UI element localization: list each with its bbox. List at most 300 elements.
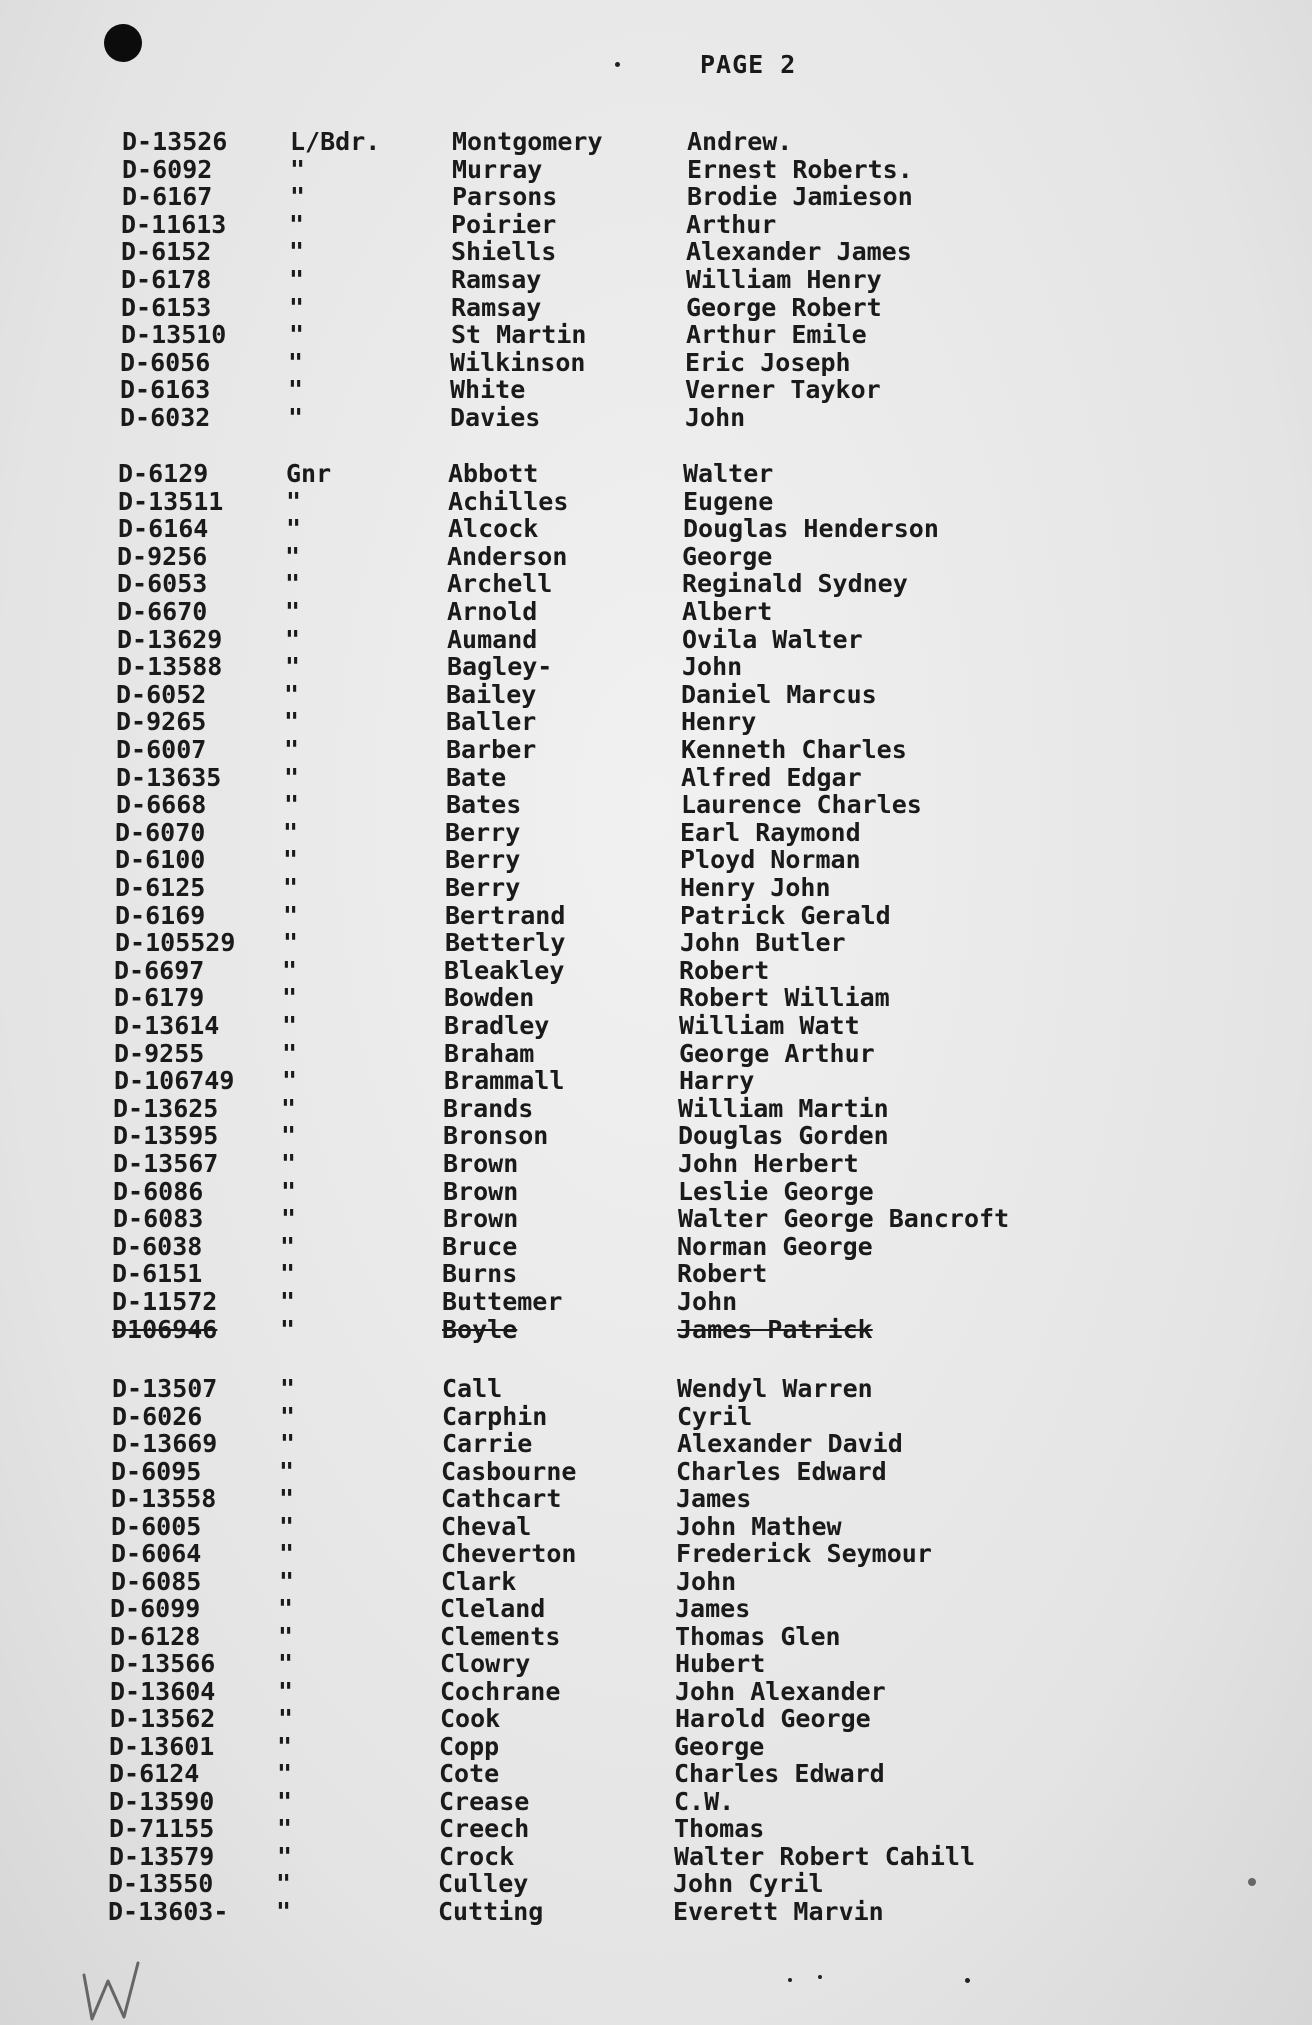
rank-field: " (280, 1287, 296, 1316)
roster-row (112, 1233, 1312, 1260)
roster-row (118, 488, 1312, 515)
service-number: D-13579 (109, 1841, 215, 1871)
surname-field: Casbourne (441, 1456, 577, 1486)
service-number: D-6007 (116, 735, 207, 764)
roster-row (116, 708, 1312, 735)
service-number: D-13507 (112, 1374, 218, 1403)
rank-field: " (290, 182, 306, 212)
given-names-field: George (674, 1731, 765, 1761)
roster-row (117, 543, 1312, 570)
surname-field: Call (442, 1374, 503, 1403)
service-number: D-13625 (113, 1093, 219, 1123)
roster-row (109, 1733, 1309, 1760)
roster-row (120, 349, 1312, 376)
handwritten-mark (78, 1945, 158, 2025)
service-number: D-13635 (116, 762, 222, 792)
rank-field: " (282, 955, 298, 985)
given-names-field: John Herbert (678, 1149, 859, 1178)
given-names-field: John (682, 652, 743, 682)
given-names-field: Eugene (683, 486, 774, 516)
rank-field: " (281, 1176, 297, 1206)
roster-row (110, 1595, 1310, 1622)
given-names-field: Earl Raymond (680, 817, 861, 847)
surname-field: Brown (443, 1149, 519, 1178)
surname-field: Brammall (444, 1066, 565, 1096)
surname-field: Alcock (448, 514, 539, 544)
rank-field: " (283, 817, 299, 847)
roster-row (108, 1898, 1308, 1925)
given-names-field: C.W. (674, 1786, 735, 1816)
service-number: D-6100 (115, 845, 206, 875)
service-number: D-6085 (111, 1566, 202, 1596)
given-names-field: George Robert (686, 292, 882, 322)
rank-field: " (279, 1484, 295, 1513)
given-names-field: Harold George (675, 1704, 871, 1733)
given-names-field: Eric Joseph (685, 347, 851, 377)
roster-row (113, 1150, 1312, 1177)
surname-field: Brown (443, 1176, 519, 1206)
given-names-field: Walter George Bancroft (678, 1204, 1010, 1234)
surname-field: Archell (447, 569, 553, 599)
surname-field: Parsons (452, 182, 558, 212)
given-names-field: Charles Edward (676, 1456, 887, 1486)
given-names-field: Everett Marvin (673, 1896, 884, 1926)
surname-field: Culley (438, 1869, 529, 1898)
surname-field: Creech (439, 1814, 530, 1843)
roster-row (121, 294, 1312, 321)
roster-row (108, 1870, 1308, 1897)
rank-field: " (288, 375, 304, 405)
rank-field: " (289, 265, 305, 294)
rank-field: " (277, 1759, 293, 1788)
rank-field: " (278, 1594, 294, 1623)
service-number: D-106749 (114, 1066, 235, 1096)
roster-row (115, 929, 1312, 956)
rank-field: " (283, 928, 299, 958)
roster-row (111, 1458, 1311, 1485)
given-names-field: Douglas Henderson (683, 514, 939, 544)
roster-row (115, 846, 1312, 873)
surname-field: Cleland (440, 1594, 546, 1623)
surname-field: Carrie (442, 1429, 533, 1458)
service-number: D-6052 (116, 679, 207, 709)
roster-row (113, 1178, 1312, 1205)
surname-field: Bertrand (445, 900, 566, 930)
rank-field: " (277, 1841, 293, 1871)
roster-row (113, 1205, 1312, 1232)
service-number: D-6128 (110, 1621, 201, 1651)
service-number: D-13603- (108, 1896, 229, 1926)
surname-field: Buttemer (442, 1287, 563, 1316)
surname-field: Ramsay (451, 265, 542, 294)
rank-field: " (289, 320, 305, 350)
surname-field: Montgomery (452, 127, 603, 156)
service-number: D-13511 (118, 486, 224, 516)
service-number: D-13567 (113, 1149, 219, 1178)
roster-row (111, 1513, 1311, 1540)
surname-field: Betterly (445, 928, 566, 958)
service-number: D-13614 (114, 1011, 220, 1040)
service-number: D-13590 (109, 1786, 215, 1816)
service-number: D-13669 (112, 1429, 218, 1458)
roster-row (116, 764, 1312, 791)
given-names-field: Harry (679, 1066, 755, 1096)
rank-field: " (277, 1814, 293, 1843)
service-number: D-6056 (120, 347, 211, 377)
given-names-field: John (676, 1566, 737, 1596)
roster-row (116, 681, 1312, 708)
surname-field: Cook (440, 1704, 501, 1733)
given-names-field: John (677, 1287, 738, 1316)
roster-row (112, 1288, 1312, 1315)
service-number: D-6026 (112, 1401, 203, 1431)
given-names-field: Norman George (677, 1231, 873, 1261)
surname-field: Baller (446, 707, 537, 737)
roster-row (114, 984, 1312, 1011)
surname-field: Achilles (448, 486, 569, 516)
service-number: D-13604 (110, 1676, 216, 1706)
rank-field: Gnr (286, 459, 332, 488)
surname-field: Boyle (442, 1314, 518, 1344)
given-names-field: Thomas Glen (675, 1621, 841, 1651)
rank-field: " (284, 735, 300, 764)
service-number: D-6163 (120, 375, 211, 405)
given-names-field: Robert William (679, 983, 890, 1013)
rank-field: " (282, 1011, 298, 1040)
roster-row (118, 515, 1312, 542)
service-number: D-13550 (108, 1869, 214, 1898)
rank-field: " (289, 292, 305, 322)
service-number: D-6179 (114, 983, 205, 1013)
rank-field: " (282, 1038, 298, 1068)
rank-field: " (285, 569, 301, 599)
rank-field: " (277, 1786, 293, 1816)
roster-row (109, 1788, 1309, 1815)
roster-row (112, 1260, 1312, 1287)
roster-row (110, 1623, 1310, 1650)
roster-row (121, 211, 1312, 238)
given-names-field: Alexander James (686, 237, 912, 267)
rank-field: " (285, 652, 301, 682)
given-names-field: John Butler (680, 928, 846, 958)
given-names-field: Douglas Gorden (678, 1121, 889, 1151)
given-names-field: Daniel Marcus (681, 679, 877, 709)
roster-row (117, 626, 1312, 653)
surname-field: Davies (450, 403, 541, 432)
surname-field: Berry (445, 817, 521, 847)
roster-row (111, 1540, 1311, 1567)
rank-field: " (288, 403, 304, 432)
roster-row (111, 1568, 1311, 1595)
roster-row (114, 1067, 1312, 1094)
rank-field: " (290, 154, 306, 184)
service-number: D-11613 (121, 209, 227, 239)
surname-field: Cochrane (440, 1676, 561, 1706)
roster-row (109, 1815, 1309, 1842)
surname-field: Bleakley (444, 955, 565, 985)
roster-row (117, 598, 1312, 625)
given-names-field: Alfred Edgar (681, 762, 862, 792)
roster-row (121, 321, 1312, 348)
rank-field: " (276, 1869, 292, 1898)
service-number: D-105529 (115, 928, 236, 958)
service-number: D-9256 (117, 541, 208, 571)
roster-row (115, 874, 1312, 901)
surname-field: Bruce (442, 1231, 518, 1261)
roster-row (110, 1678, 1310, 1705)
surname-field: Cutting (438, 1896, 544, 1926)
given-names-field: John Alexander (675, 1676, 886, 1706)
service-number: D-13566 (110, 1649, 216, 1678)
given-names-field: Ployd Norman (680, 845, 861, 875)
rank-field: " (279, 1456, 295, 1486)
surname-field: Bowden (444, 983, 535, 1013)
service-number: D-6124 (109, 1759, 200, 1788)
surname-field: Barber (446, 735, 537, 764)
rank-field: " (284, 790, 300, 820)
rank-field: " (284, 762, 300, 792)
given-names-field: Ovila Walter (682, 624, 863, 654)
service-number: D-6167 (122, 182, 213, 212)
roster-row (122, 156, 1312, 183)
rank-field: " (280, 1259, 296, 1289)
given-names-field: Reginald Sydney (682, 569, 908, 599)
roster-row (122, 183, 1312, 210)
given-names-field: Thomas (674, 1814, 765, 1843)
surname-field: Berry (445, 845, 521, 875)
rank-field: " (278, 1621, 294, 1651)
surname-field: Cathcart (441, 1484, 562, 1513)
rank-field: " (280, 1374, 296, 1403)
given-names-field: George Arthur (679, 1038, 875, 1068)
rank-field: " (280, 1314, 296, 1344)
roster-row (122, 128, 1312, 155)
roster-row (121, 238, 1312, 265)
roster-row (111, 1485, 1311, 1512)
service-number: D-13595 (113, 1121, 219, 1151)
given-names-field: Hubert (675, 1649, 766, 1678)
service-number: D-9265 (116, 707, 207, 737)
rank-field: " (280, 1231, 296, 1261)
service-number: D-13526 (122, 127, 228, 156)
surname-field: Bradley (444, 1011, 550, 1040)
rank-field: " (278, 1649, 294, 1678)
given-names-field: Walter (683, 459, 774, 488)
given-names-field: Robert (679, 955, 770, 985)
given-names-field: James Patrick (677, 1314, 873, 1344)
surname-field: Ramsay (451, 292, 542, 322)
surname-field: Bate (446, 762, 507, 792)
service-number: D-71155 (109, 1814, 215, 1843)
roster-row (113, 1122, 1312, 1149)
service-number: D-6152 (121, 237, 212, 267)
service-number: D-6064 (111, 1539, 202, 1568)
surname-field: Cheverton (441, 1539, 577, 1568)
service-number: D-13601 (109, 1731, 215, 1761)
given-names-field: John (685, 403, 746, 432)
surname-field: Carphin (442, 1401, 548, 1431)
given-names-field: Leslie George (678, 1176, 874, 1206)
rank-field: " (276, 1896, 292, 1926)
rank-field: " (283, 900, 299, 930)
roster-row (118, 460, 1312, 487)
given-names-field: Albert (682, 597, 773, 626)
given-names-field: Walter Robert Cahill (674, 1841, 976, 1871)
given-names-field: James (676, 1484, 752, 1513)
service-number: D-13588 (117, 652, 223, 682)
rank-field: " (282, 983, 298, 1013)
rank-field: " (285, 541, 301, 571)
given-names-field: Arthur Emile (686, 320, 867, 350)
service-number: D-6099 (110, 1594, 201, 1623)
rank-field: " (284, 679, 300, 709)
rank-field: " (279, 1539, 295, 1568)
surname-field: Crock (439, 1841, 515, 1871)
rank-field: " (289, 237, 305, 267)
service-number: D-6169 (115, 900, 206, 930)
roster-row (115, 819, 1312, 846)
service-number: D-6032 (120, 403, 211, 432)
given-names-field: Patrick Gerald (680, 900, 891, 930)
surname-field: Arnold (447, 597, 538, 626)
surname-field: Clements (440, 1621, 561, 1651)
rank-field: " (283, 845, 299, 875)
surname-field: Poirier (451, 209, 557, 239)
given-names-field: Ernest Roberts. (687, 154, 913, 184)
service-number: D-11572 (112, 1287, 218, 1316)
roster-row (113, 1095, 1312, 1122)
roster-row (115, 902, 1312, 929)
service-number: D-6005 (111, 1511, 202, 1541)
roster-row (114, 957, 1312, 984)
given-names-field: Alexander David (677, 1429, 903, 1458)
rank-field: " (279, 1511, 295, 1541)
roster-row (112, 1430, 1312, 1457)
roster-row (120, 376, 1312, 403)
service-number: D-6164 (118, 514, 209, 544)
rank-field: " (281, 1204, 297, 1234)
rank-field: " (283, 873, 299, 902)
service-number: D-6178 (121, 265, 212, 294)
surname-field: Bagley- (447, 652, 553, 682)
given-names-field: James (675, 1594, 751, 1623)
rank-field: " (282, 1066, 298, 1096)
service-number: D-9255 (114, 1038, 205, 1068)
service-number: D106946 (112, 1314, 218, 1344)
rank-field: " (286, 514, 302, 544)
given-names-field: Andrew. (687, 127, 793, 156)
service-number: D-6038 (112, 1231, 203, 1261)
surname-field: Bronson (443, 1121, 549, 1151)
rank-field: " (281, 1149, 297, 1178)
service-number: D-6129 (118, 459, 209, 488)
given-names-field: Frederick Seymour (676, 1539, 932, 1568)
surname-field: Brands (443, 1093, 534, 1123)
given-names-field: Brodie Jamieson (687, 182, 913, 212)
service-number: D-13629 (117, 624, 223, 654)
service-number: D-6053 (117, 569, 208, 599)
roster-row (117, 570, 1312, 597)
given-names-field: Henry John (680, 873, 831, 902)
roster-row (114, 1040, 1312, 1067)
service-number: D-6086 (113, 1176, 204, 1206)
roster-row (116, 791, 1312, 818)
given-names-field: Robert (677, 1259, 768, 1289)
given-names-field: Kenneth Charles (681, 735, 907, 764)
surname-field: Aumand (447, 624, 538, 654)
surname-field: Copp (439, 1731, 500, 1761)
given-names-field: Henry (681, 707, 757, 737)
service-number: D-6670 (117, 597, 208, 626)
given-names-field: John Cyril (673, 1869, 824, 1898)
rank-field: L/Bdr. (290, 127, 381, 156)
surname-field: Clark (441, 1566, 517, 1596)
surname-field: Crease (439, 1786, 530, 1816)
service-number: D-6151 (112, 1259, 203, 1289)
surname-field: White (450, 375, 526, 405)
rank-field: " (281, 1093, 297, 1123)
roster-row (112, 1403, 1312, 1430)
surname-field: Clowry (440, 1649, 531, 1678)
service-number: D-6083 (113, 1204, 204, 1234)
service-number: D-6070 (115, 817, 206, 847)
given-names-field: William Watt (679, 1011, 860, 1040)
given-names-field: John Mathew (676, 1511, 842, 1541)
surname-field: Bailey (446, 679, 537, 709)
roster-row (112, 1316, 1312, 1343)
service-number: D-6095 (111, 1456, 202, 1486)
surname-field: Brown (443, 1204, 519, 1234)
roster-row (110, 1705, 1310, 1732)
service-number: D-13562 (110, 1704, 216, 1733)
surname-field: Wilkinson (450, 347, 586, 377)
service-number: D-6125 (115, 873, 206, 902)
rank-field: " (286, 486, 302, 516)
roster-row (110, 1650, 1310, 1677)
surname-field: Berry (445, 873, 521, 902)
rank-field: " (277, 1731, 293, 1761)
rank-field: " (289, 209, 305, 239)
surname-field: Braham (444, 1038, 535, 1068)
rank-field: " (280, 1401, 296, 1431)
rank-field: " (278, 1676, 294, 1706)
page-number-label: PAGE 2 (700, 50, 797, 79)
roster-row (109, 1760, 1309, 1787)
rank-field: " (280, 1429, 296, 1458)
given-names-field: William Henry (686, 265, 882, 294)
surname-field: St Martin (451, 320, 587, 350)
service-number: D-6153 (121, 292, 212, 322)
surname-field: Cheval (441, 1511, 532, 1541)
roster-row (120, 404, 1312, 431)
surname-field: Cote (439, 1759, 500, 1788)
given-names-field: Charles Edward (674, 1759, 885, 1788)
rank-field: " (288, 347, 304, 377)
given-names-field: Arthur (686, 209, 777, 239)
surname-field: Bates (446, 790, 522, 820)
rank-field: " (279, 1566, 295, 1596)
surname-field: Shiells (451, 237, 557, 267)
roster-row (112, 1375, 1312, 1402)
surname-field: Murray (452, 154, 543, 184)
given-names-field: Cyril (677, 1401, 753, 1431)
surname-field: Burns (442, 1259, 518, 1289)
given-names-field: George (682, 541, 773, 571)
given-names-field: Wendyl Warren (677, 1374, 873, 1403)
rank-field: " (285, 597, 301, 626)
surname-field: Anderson (447, 541, 568, 571)
roster-row (109, 1843, 1309, 1870)
